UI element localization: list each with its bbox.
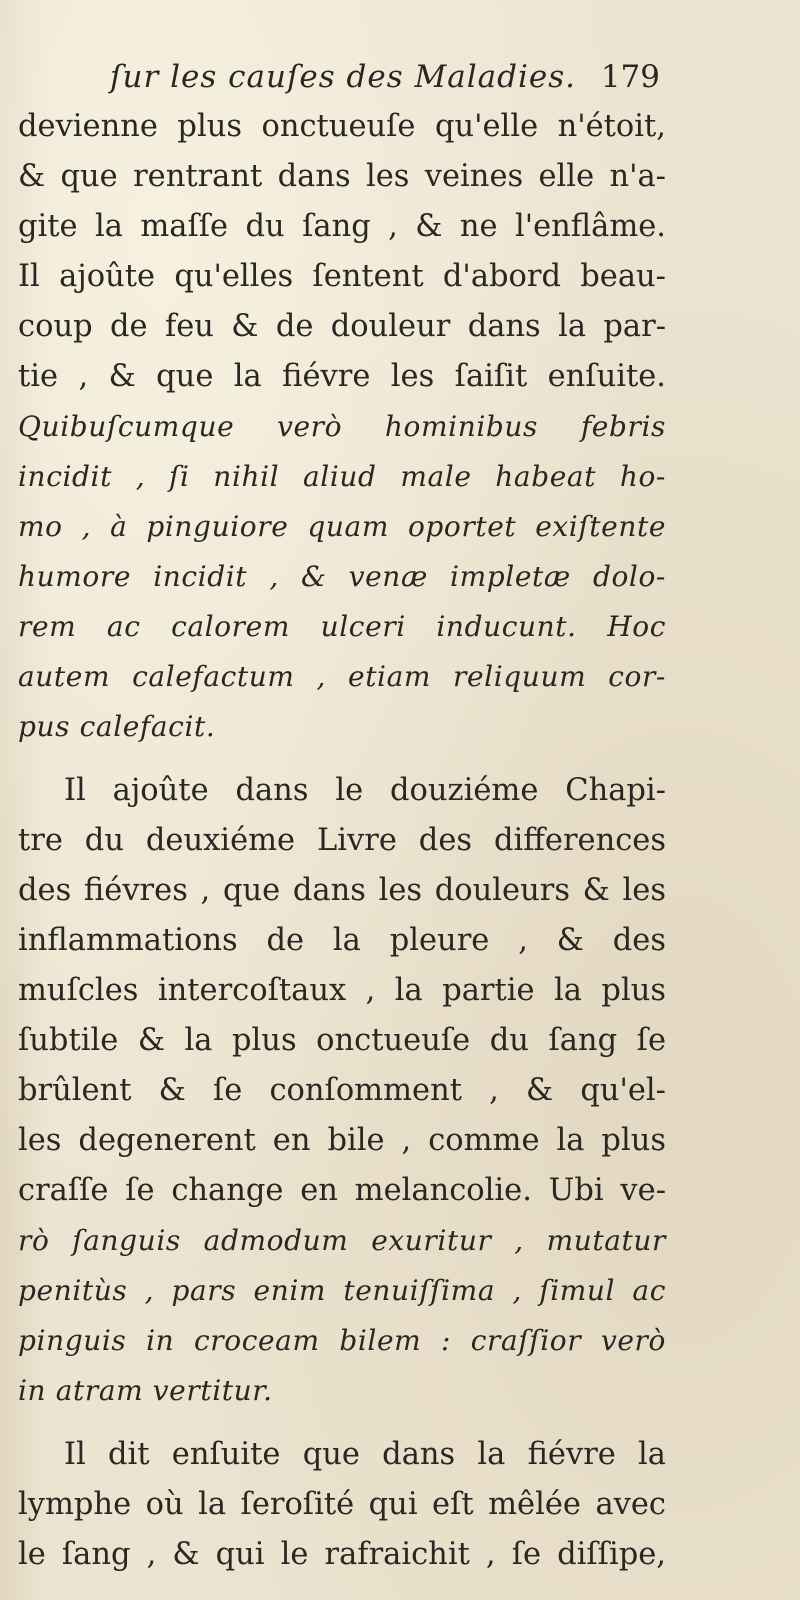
- text-line: Il dit enſuite que dans la fiévre la: [64, 1437, 666, 1472]
- text-line: des fiévres , que dans les douleurs & les: [18, 873, 666, 908]
- text-line: & que rentrant dans les veines elle n'a-: [18, 159, 666, 194]
- page-header: [18, 52, 666, 102]
- text-line: coup de feu & de douleur dans la par-: [18, 309, 666, 344]
- book-page: [18, 52, 666, 1580]
- text-line: mo , à pinguiore quam oportet exiſtente: [18, 510, 666, 543]
- body-text: [18, 102, 666, 1580]
- text-line: gite la maſſe du ſang , & ne l'enflâme.: [18, 209, 666, 244]
- text-line: craſſe ſe change en melancolie. Ubi ve-: [18, 1173, 666, 1208]
- paragraph: [18, 1430, 666, 1580]
- text-line: tie , & que la fiévre les ſaiſit enſuite.: [18, 359, 666, 394]
- text-line: tre du deuxiéme Livre des differences: [18, 823, 666, 858]
- running-head: ſur les cauſes des Maladies.: [110, 59, 576, 95]
- text-line: pus calefacit.: [18, 710, 216, 743]
- text-line: Il ajoûte qu'elles ſentent d'abord beau-: [18, 259, 666, 294]
- text-line: humore incidit , & venæ impletæ dolo-: [18, 560, 666, 593]
- text-line: brûlent & ſe conſomment , & qu'el-: [18, 1073, 666, 1108]
- text-line: le ſang , & qui le rafraichit , ſe diſſipe,: [18, 1537, 666, 1572]
- text-line: muſcles intercoſtaux , la partie la plus: [18, 973, 666, 1008]
- page-number: 179: [600, 59, 660, 95]
- paragraph: [18, 102, 666, 752]
- text-line: lymphe où la ſeroſité qui eſt mêlée avec: [18, 1487, 666, 1522]
- paragraph-gap: [18, 752, 666, 766]
- text-line: inflammations de la pleure , & des: [18, 923, 666, 958]
- text-line: devienne plus onctueuſe qu'elle n'étoit,: [18, 109, 666, 144]
- text-line: Quibuſcumque verò hominibus febris: [18, 410, 666, 443]
- text-line: Il ajoûte dans le douziéme Chapi-: [64, 773, 666, 808]
- text-line: autem calefactum , etiam reliquum cor-: [18, 660, 666, 693]
- text-line: penitùs , pars enim tenuiſſima , ſimul ac: [18, 1274, 666, 1307]
- text-line: rem ac calorem ulceri inducunt. Hoc: [18, 610, 666, 643]
- text-line: in atram vertitur.: [18, 1374, 273, 1407]
- paragraph-gap: [18, 1416, 666, 1430]
- text-line: rò ſanguis admodum exuritur , mutatur: [18, 1224, 666, 1257]
- text-line: pinguis in croceam bilem : craſſior verò: [18, 1324, 666, 1357]
- text-line: incidit , ſi nihil aliud male habeat ho-: [18, 460, 666, 493]
- text-line: les degenerent en bile , comme la plus: [18, 1123, 666, 1158]
- text-line: ſubtile & la plus onctueuſe du ſang ſe: [18, 1023, 666, 1058]
- paragraph: [18, 766, 666, 1416]
